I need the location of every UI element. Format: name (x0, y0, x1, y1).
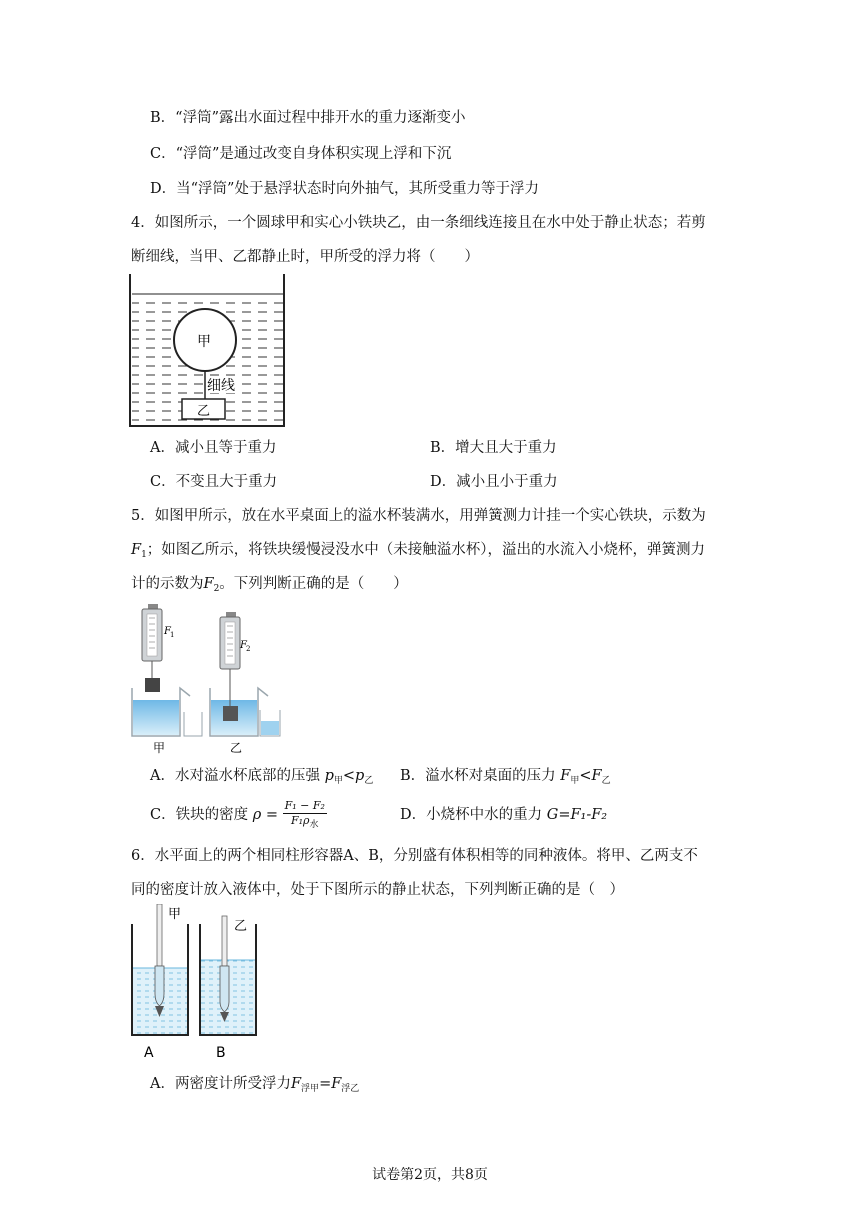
svg-text:1: 1 (170, 631, 175, 639)
q4-option-d: D．减小且小于重力 (430, 474, 558, 490)
density-fraction: $\frac{\text{F₁ − F₂}}{F_1\rho_水}$ (284, 798, 325, 830)
hydrometer-jia (155, 966, 164, 1006)
iron-block-right (223, 706, 238, 721)
q3-option-d: D．当“浮筒”处于悬浮状态时向外抽气，其所受重力等于浮力 (150, 181, 539, 197)
q6-figure (128, 904, 268, 1062)
q5-figure (128, 600, 288, 756)
q4-option-c: C．不变且大于重力 (150, 474, 278, 490)
q4-option-a: A．减小且等于重力 (150, 440, 277, 456)
q5-option-b: B．溢水杯对桌面的压力 $F_甲<F_乙$ (400, 768, 611, 786)
q5-option-a: A．水对溢水杯底部的压强 $p_甲<p_乙$ (150, 768, 374, 786)
thread-label: 细线 (207, 378, 235, 394)
q4-option-b: B．增大且大于重力 (430, 440, 557, 456)
q5-stem-line2: $F_1$；如图乙所示，将铁块缓慢浸没水中（未接触溢水杯），溢出的水流入小烧杯，弹簧测力 (131, 542, 706, 560)
q6-stem-line2: 同的密度计放入液体中，处于下图所示的静止状态，下列判断正确的是（ ） (131, 882, 624, 898)
q4-stem-line1: 4．如图所示，一个圆球甲和实心小铁块乙，由一条细线连接且在水中处于静止状态；若剪 (131, 215, 706, 231)
svg-text:甲: 甲 (168, 907, 182, 922)
q5-option-d: D．小烧杯中水的重力 G=F₁-F₂ (400, 807, 608, 823)
svg-text:乙: 乙 (230, 741, 243, 755)
q6-stem-line1: 6．水平面上的两个相同柱形容器A、B，分别盛有体积相等的同种液体。将甲、乙两支不 (131, 848, 698, 864)
svg-text:2: 2 (246, 645, 251, 653)
q4-stem-line2: 断细线，当甲、乙都静止时，甲所受的浮力将（ ） (131, 249, 479, 265)
page-footer: 试卷第2页，共8页 (372, 1167, 488, 1183)
q3-option-b: B．“浮筒”露出水面过程中排开水的重力逐渐变小 (150, 110, 466, 126)
q6-option-a: A．两密度计所受浮力$F_{浮甲}=F_{浮乙}$ (150, 1076, 360, 1094)
svg-text:F: F (164, 626, 171, 637)
q4-figure (128, 272, 288, 430)
small-beaker-water (261, 721, 279, 735)
hydrometer-yi (220, 966, 229, 1012)
overflow-cup-water-left (133, 700, 179, 735)
ball-label: 甲 (197, 334, 211, 350)
q5-option-c: C．铁块的密度 ρ = $\frac{\text{F₁ − F₂}}{F_1\rho_水}$ (150, 798, 325, 830)
svg-text:A: A (144, 1045, 154, 1061)
q5-stem-line3: 计的示数为$F_2$。下列判断正确的是（ ） (131, 576, 408, 594)
svg-text:甲: 甲 (153, 741, 166, 755)
svg-text:B: B (216, 1045, 226, 1061)
q3-option-c: C．“浮筒”是通过改变自身体积实现上浮和下沉 (150, 146, 452, 162)
svg-text:乙: 乙 (234, 919, 248, 934)
iron-block-left (145, 678, 160, 692)
svg-text:F: F (240, 640, 247, 651)
block-label: 乙 (197, 404, 211, 419)
q5-stem-line1: 5．如图甲所示，放在水平桌面上的溢水杯装满水，用弹簧测力计挂一个实心铁块，示数为 (131, 508, 706, 524)
